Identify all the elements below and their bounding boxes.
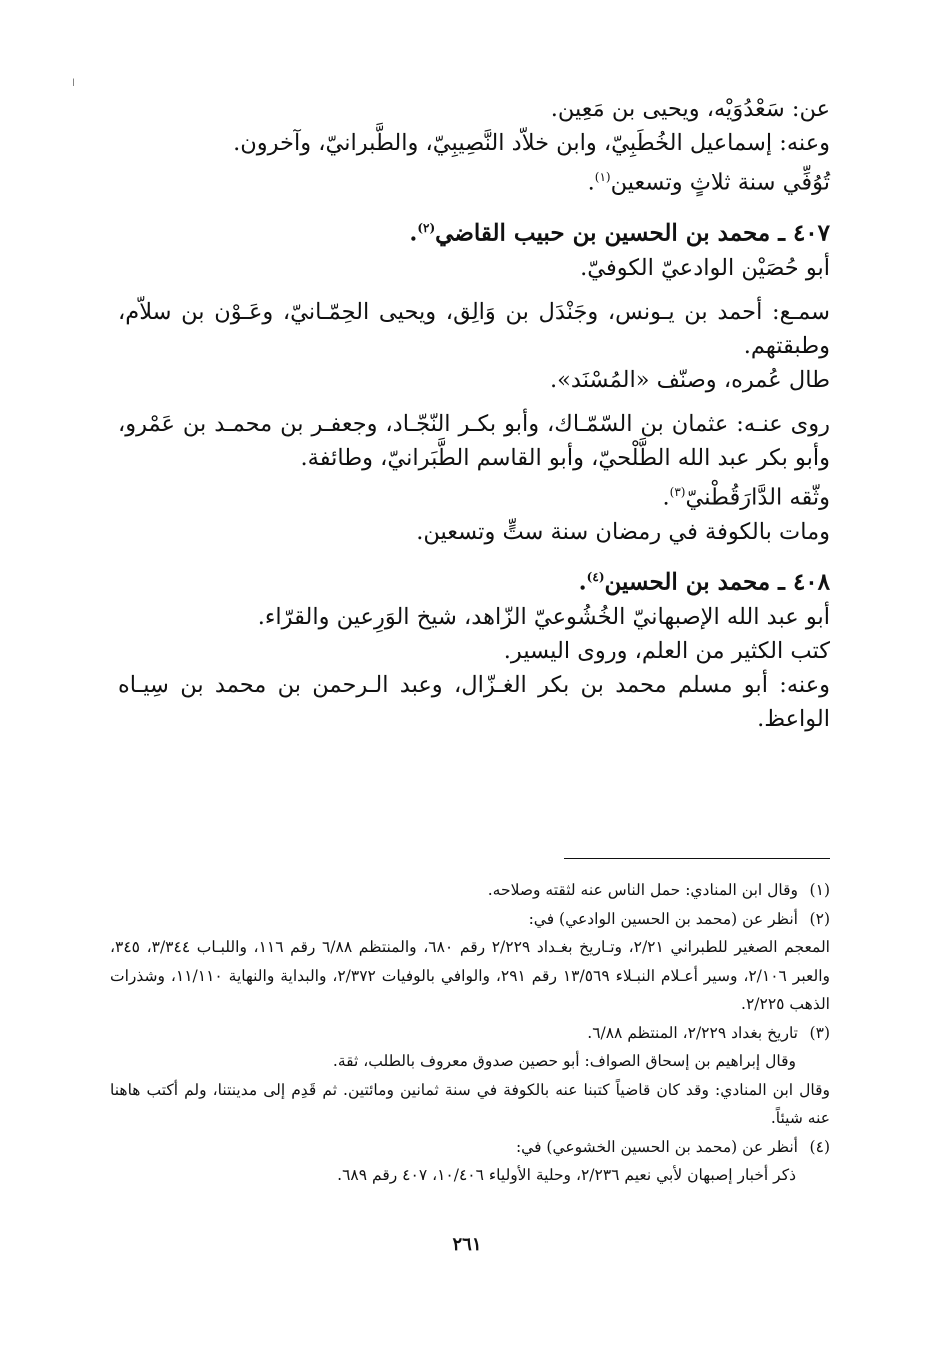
text-line: طال عُمره، وصنّف «المُسْنَد». xyxy=(550,367,830,394)
footnote-ref: (٣) xyxy=(669,485,686,500)
footnote-number: (٢) xyxy=(809,909,830,928)
entry-heading: ٤٠٨ ـ محمد بن الحسين$^{(٤)}$. xyxy=(578,568,830,596)
margin-mark: ǀ xyxy=(72,78,75,89)
text-line: كتب الكثير من العلم، وروى اليسير. xyxy=(503,638,830,665)
text-line: أبو عبد الله الإصبهانيّ الخُشُوعيّ الزّاهد، شيخ الوَرِعين والقرّاء. xyxy=(257,604,830,631)
text-paragraph: روى عنـه: عثمان بن السّمّـاك، وأبو بكـر النّجّـاد، وجعفـر بن محمـد بن عَمْرو، وأبو بكر عبد الله الطَّلْحيّ، وأبو القاسم الطَّبَرانيّ، وطائفة. xyxy=(118,411,830,472)
text-line: عن: سَعْدُوَيْه، ويحيى بن مَعِين. xyxy=(550,96,830,122)
footnote-number: (٤) xyxy=(809,1137,830,1156)
entry-heading: ٤٠٧ ـ محمد بن الحسين بن حبيب القاضي$^{(٢)}$. xyxy=(409,219,830,247)
text-line: أبو حُصَيْن الوادعيّ الكوفيّ. xyxy=(580,255,830,282)
footnote-text: وقال إبراهيم بن إسحاق الصواف: أبو حصين صدوق معروف بالطلب، ثقة. xyxy=(332,1052,796,1070)
main-text xyxy=(118,92,830,736)
footnote-text: ذكر أخبار إصبهان لأبي نعيم ٢/٢٣٦، وحلية الأولياء ١٠/٤٠٦، ٤٠٧ رقم ٦٨٩. xyxy=(337,1166,796,1184)
footnotes xyxy=(110,876,830,1190)
text-line: وثّقه الدَّارَقُطْنيّ$^{(٣)}$. xyxy=(662,484,830,511)
footnote: (٤)أنظر عن (محمد بن الحسين الخشوعي) في: xyxy=(110,1133,830,1162)
footnote-ref: (٢) xyxy=(417,220,436,235)
footnote: (١)وقال ابن المنادي: حمل الناس عنه لثقته وصلاحه. xyxy=(110,876,830,905)
text-paragraph: سمـع: أحمد بن يـونس، وجَنْدَل بن وَالِق، ويحيى الحِمّـانيّ، وعَـوْن بن سلاّم، وطبقتهم. xyxy=(118,299,830,360)
footnote-text: وقال ابن المنادي: وقد كان قاضياً كتبنا عنه بالكوفة في سنة ثمانين ومائتين. ثم قَدِم إلى مدينتنا، ولم أكتب هاهنا عنه شيئاً. xyxy=(110,1080,830,1127)
footnote-number: (٣) xyxy=(809,1023,830,1042)
footnote-separator xyxy=(564,858,830,859)
page-number: ٢٦١ xyxy=(452,1234,482,1255)
text-line: وعنه: إسماعيل الخُطَبِيّ، وابن خلاّد النَّصِيبِيّ، والطَّبرانيّ، وآخرون. xyxy=(233,130,830,156)
footnote: (٢)أنظر عن (محمد بن الحسين الوادعي) في: xyxy=(110,905,830,934)
footnote-number: (١) xyxy=(809,881,830,899)
footnote-ref: (١) xyxy=(594,170,611,184)
footnote-ref: (٤) xyxy=(586,569,605,584)
footnote-text: المعجم الصغير للطبراني ٢/٢١، وتـاريخ بغـداد ٢/٢٢٩ رقم ٦٨٠، والمنتظم ٦/٨٨ رقم ١١٦، واللبـاب ٣/٣٤٤، ٣٤٥، والعبر ٢/١٠٦، وسير أعـلام النبـلاء ١٣/٥٦٩ رقم ٢٩١، والوافي بالوفيات ٢/٣٧٢، والبداية والنهاية ١١/١١٠، وشذرات الذهب ٢/٢٢٥. xyxy=(110,938,830,1013)
footnote: (٣)تاريخ بغداد ٢/٢٢٩، المنتظم ٦/٨٨. xyxy=(110,1019,830,1048)
text-line: ومات بالكوفة في رمضان سنة ستٍّ وتسعين. xyxy=(416,518,830,545)
text-line: تُوُفِّي سنة ثلاثٍ وتسعين$^{(١)}$. xyxy=(587,169,830,196)
text-paragraph: وعنه: أبو مسلم محمد بن بكر الغـزّال، وعبد الـرحمن بن محمد بن سِيـاه الواعظ. xyxy=(118,672,830,733)
